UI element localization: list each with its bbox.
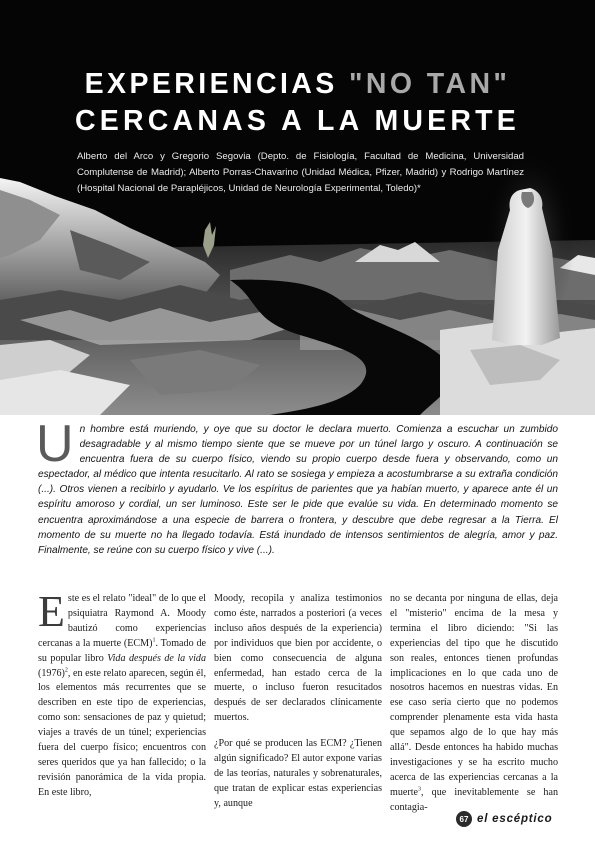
lead-paragraph [36,415,558,558]
title-highlight: "NO TAN" [348,68,511,100]
page-footer [456,811,552,827]
body-paragraph: Este es el relato "ideal" de lo que el psiquiatra Raymond A. Moody bautizó como experiencias cercanas a la muerte (ECM)$^1$. Tomado de su popular libro Vida después de la vida $(1976)^2$, en este relato aparecen, según él, los elementos más recurrentes que se describen en este tipo de experiencias, como son: sensaciones de paz y quietud; viajes a través de un túnel; experiencias fuera del cuerpo físico; encuentros con seres queridos que ya han fallecido; o la revisión panorámica de la vida propia. En este libro, [38,587,206,798]
page-number-badge: 67 [456,811,472,827]
body-paragraph: no se decanta por ninguna de ellas, deja el "misterio" encima de la mesa y termina el libro diciendo: "Si las experiencias del tipo que he discutido son reales, entonces tienen profundas implicaciones en lo que cada uno de nosotros hacemos en nuestras vidas. En ese caso sería cierto que no podemos comprender plenamente esta vida hasta que sepamos algo de lo que hay más allá". Desde entonces ha habido muchas investigaciones y se ha escrito mucho acerca de las experiencias cercanas a la muerte$^3$, que inevitablemente se han contagia- [390,593,558,813]
publication-name: el escéptico [477,813,553,825]
body-paragraph: ¿Por qué se producen las ECM? ¿Tienen algún significado? El autor expone varias de las teorías, naturales y sobrenaturales, que tratan de explicar estas experiencias y, aunque [214,738,382,809]
body-column-1 [38,587,206,801]
footnote-ref: 3 [418,786,422,793]
authors-affiliations: Alberto del Arco y Gregorio Segovia (Depto. de Fisiología, Facultad de Medicina, Universidad Complutense de Madrid); Alberto Porras-Chavarino (Unidad Médica, Pfizer, Madrid) y Rodrigo Martínez (Hospital Nacional de Parapléjicos, Unidad de Neurología Experimental, Toledo)* [77,151,524,194]
body-dropcap: E [38,587,65,636]
footnote-ref: 2 [64,667,68,674]
landscape-artwork [0,0,595,415]
article-title: EXPERIENCIAS "NO TAN" CERCANAS A LA MUERTE [0,66,595,140]
book-title: Vida después de la vida [107,652,206,664]
footnote-ref: 1 [152,637,156,644]
body-paragraph: Moody, recopila y analiza testimonios como éste, narrados a posteriori (a veces incluso años después de la experiencia) por individuos que bien por accidente, o bien como consecuencia de alguna enfermedad, han estado cerca de la muerte, o incluso fueron resucitados después de ser declarados clínicamente muertos. [214,593,382,724]
body-column-2 [214,592,382,812]
lead-dropcap: U [36,415,74,473]
title-line-2: CERCANAS A LA MUERTE [75,105,520,137]
hero-illustration [0,0,595,415]
body-column-3 [390,592,558,816]
lead-text: n hombre está muriendo, y oye que su doctor le declara muerto. Comienza a escuchar un zumbido desagradable y al mismo tiempo siente que se mueve por un túnel largo y oscuro. A continuación se encuentra fuera de su cuerpo físico, viendo su propio cuerpo desde fuera y observando, como un espectador, al médico que intenta resucitarlo. Al rato se sosiega y empieza a acostumbrarse a su extraña condición (...). Otros vienen a recibirlo y ayudarlo. Ve los espíritus de parientes que ya habían muerto, y aparece ante él un espíritu amoroso y cordial, un ser luminoso. Este ser le pide que evalúe su vida. En determinado momento se encuentra aproximándose a una especie de barrera o frontera, y descubre que debe regresar a la Tierra. El momento de su muerte no ha llegado todavía. Está inundado de intensos sentimientos de alegría, amor y paz. Finalmente, se reúne con su cuerpo físico y vive (...). [38,424,558,556]
